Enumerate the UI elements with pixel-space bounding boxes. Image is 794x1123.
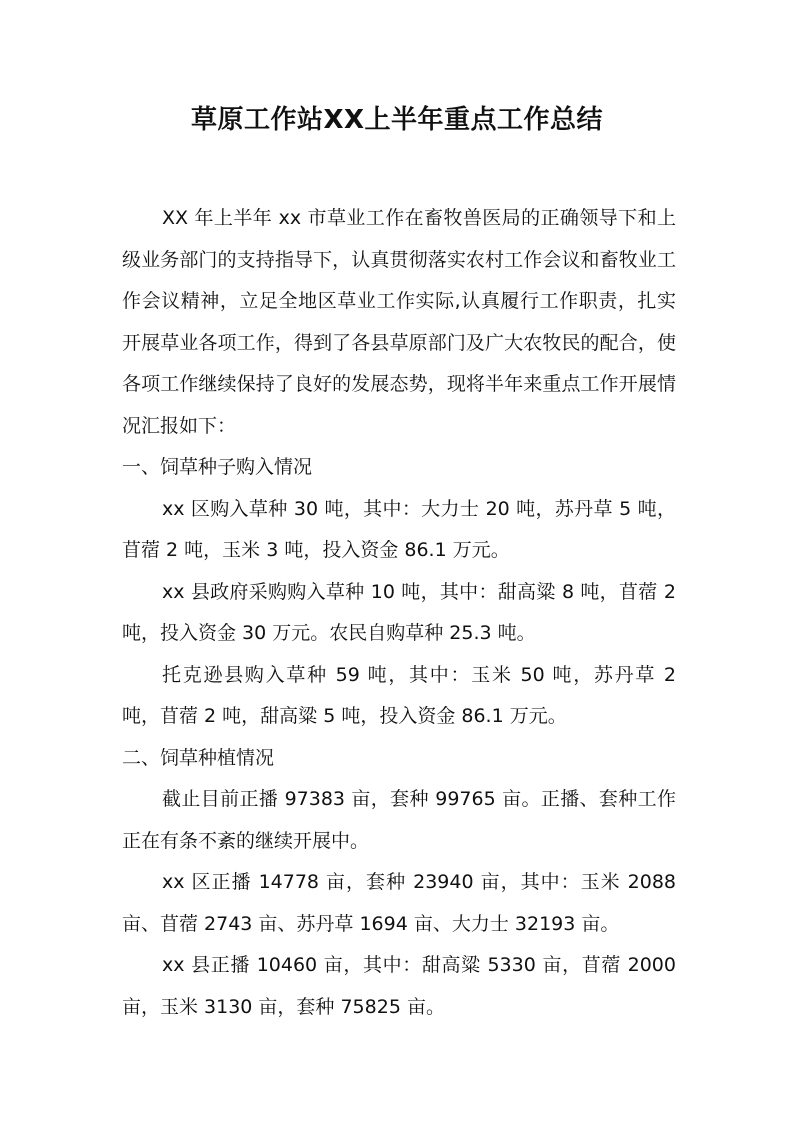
- section-heading-seed-purchase: 一、饲草种子购入情况: [122, 456, 313, 478]
- paragraph-county-planting: xx 县正播 10460 亩，其中：甜高粱 5330 亩，苜蓿 2000 亩，玉米 3130 亩，套种 75825 亩。: [122, 954, 676, 1018]
- section-heading-planting: 二、饲草种植情况: [122, 746, 275, 769]
- paragraph-toksun-seed-purchase: 托克逊县购入草种 59 吨，其中：玉米 50 吨，苏丹草 2 吨，苜蓿 2 吨，甜高粱 5 吨，投入资金 86.1 万元。: [122, 663, 676, 727]
- document-body: [122, 198, 676, 1028]
- paragraph-district-planting: xx 区正播 14778 亩，套种 23940 亩，其中：玉米 2088 亩、苜蓿 2743 亩、苏丹草 1694 亩、大力士 32193 亩。: [122, 871, 676, 935]
- paragraph-county-seed-purchase: xx 县政府采购购入草种 10 吨，其中：甜高粱 8 吨，苜蓿 2 吨，投入资金 30 万元。农民自购草种 25.3 吨。: [122, 580, 676, 644]
- document-title: 草原工作站XX上半年重点工作总结: [190, 105, 604, 135]
- paragraph-planting-summary: 截止目前正播 97383 亩，套种 99765 亩。正播、套种工作正在有条不紊的继续开展中。: [122, 788, 676, 852]
- paragraph-district-seed-purchase: xx 区购入草种 30 吨，其中：大力士 20 吨，苏丹草 5 吨，苜蓿 2 吨，玉米 3 吨，投入资金 86.1 万元。: [122, 497, 676, 561]
- intro-paragraph: XX 年上半年 xx 市草业工作在畜牧兽医局的正确领导下和上级业务部门的支持指导下，认真贯彻落实农村工作会议和畜牧业工作会议精神，立足全地区草业工作实际,认真履行工作职责，扎实开展草业各项工作，得到了各县草原部门及广大农牧民的配合，使各项工作继续保持了良好的发展态势，现将半年来重点工作开展情况汇报如下：: [122, 207, 676, 437]
